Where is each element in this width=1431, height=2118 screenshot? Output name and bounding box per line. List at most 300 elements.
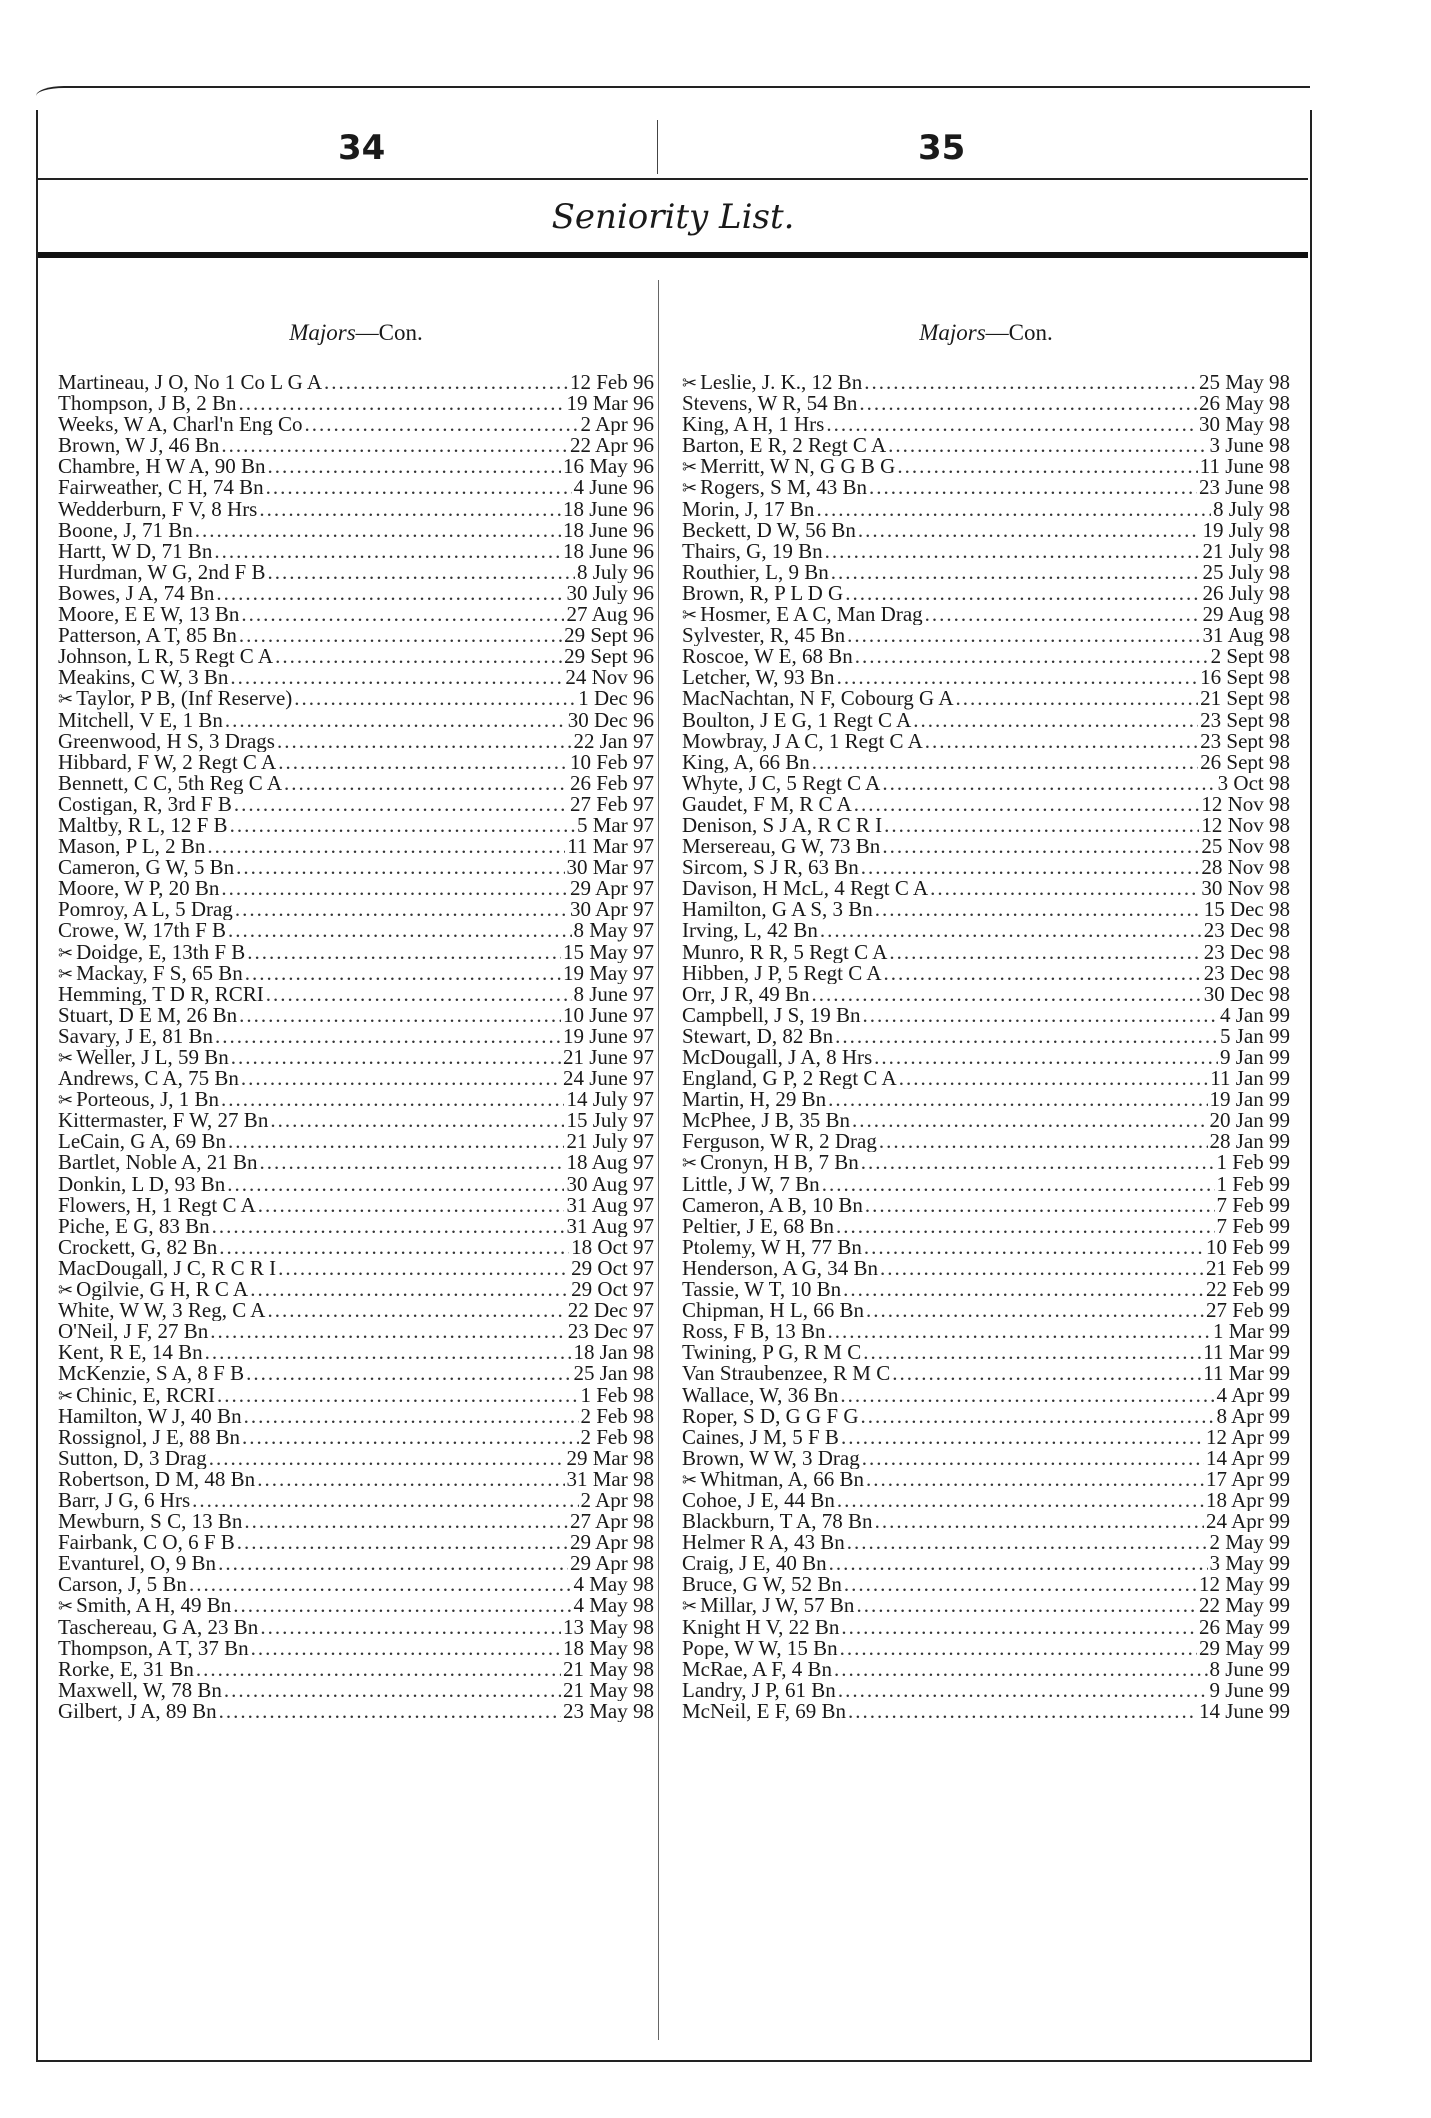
- officer-name-text: Ross, F B, 13 Bn: [682, 1321, 826, 1343]
- scissors-icon: ✂: [58, 963, 74, 984]
- seniority-date: 28 Jan 99: [1209, 1131, 1290, 1153]
- dot-leader: [848, 1701, 1197, 1722]
- list-item: [58, 984, 654, 1005]
- list-item: [682, 731, 1290, 752]
- dot-leader: [266, 984, 572, 1005]
- seniority-date: 21 July 97: [566, 1131, 654, 1153]
- seniority-date: 23 June 98: [1199, 477, 1290, 499]
- seniority-date: 18 May 98: [563, 1637, 654, 1659]
- officer-name: [58, 794, 232, 815]
- list-item: [58, 1216, 654, 1237]
- seniority-date: 19 May 97: [563, 962, 654, 984]
- officer-name-text: Bartlet, Noble A, 21 Bn: [58, 1152, 258, 1174]
- dot-leader: [864, 372, 1197, 393]
- officer-name-text: Stewart, D, 82 Bn: [682, 1025, 834, 1047]
- seniority-date: 29 Apr 98: [570, 1553, 654, 1575]
- dot-leader: [192, 1490, 578, 1511]
- dot-leader: [217, 1385, 579, 1406]
- officer-name: [682, 1174, 820, 1195]
- list-item: [58, 1574, 654, 1595]
- list-item: [682, 857, 1290, 878]
- list-item: [682, 562, 1290, 583]
- scissors-icon: ✂: [58, 1385, 74, 1406]
- officer-name: [58, 435, 219, 456]
- officer-name-text: Twining, P G, R M C: [682, 1342, 862, 1364]
- list-item: [58, 1427, 654, 1448]
- officer-name-text: Sutton, D, 3 Drag: [58, 1447, 207, 1469]
- officer-name-text: Leslie, J. K., 12 Bn: [700, 372, 863, 394]
- right-column-heading: [682, 318, 1290, 348]
- officer-name: [682, 1279, 841, 1300]
- officer-name: [58, 1490, 190, 1511]
- officer-name: [58, 520, 193, 541]
- officer-name: [58, 899, 233, 920]
- officer-name-text: Routhier, L, 9 Bn: [682, 561, 829, 583]
- officer-name-text: White, W W, 3 Reg, C A: [58, 1300, 266, 1322]
- seniority-date: 30 Mar 97: [566, 857, 654, 879]
- dot-leader: [855, 646, 1209, 667]
- seniority-date: 11 June 98: [1199, 456, 1290, 478]
- seniority-date: 22 May 99: [1199, 1595, 1290, 1617]
- officer-name: [58, 857, 234, 878]
- dot-leader: [866, 1300, 1204, 1321]
- officer-name-text: Kittermaster, F W, 27 Bn: [58, 1110, 269, 1132]
- dot-leader: [925, 731, 1198, 752]
- dot-leader: [221, 435, 568, 456]
- dot-leader: [209, 1448, 565, 1469]
- seniority-date: 30 Dec 96: [567, 709, 654, 731]
- dot-leader: [875, 899, 1202, 920]
- officer-name: [58, 646, 273, 667]
- dot-leader: [826, 414, 1197, 435]
- officer-name: [682, 1068, 897, 1089]
- officer-name: [682, 1532, 845, 1553]
- list-item: [682, 836, 1290, 857]
- officer-name: [58, 1300, 265, 1321]
- officer-name: [682, 773, 880, 794]
- officer-name-text: King, A H, 1 Hrs: [682, 414, 825, 436]
- left-page-number: 34: [338, 128, 386, 168]
- seniority-date: 21 Feb 99: [1206, 1257, 1290, 1280]
- left-heading-italic: Majors: [289, 320, 356, 345]
- list-item: [682, 688, 1290, 709]
- officer-name: [682, 1026, 833, 1047]
- list-item: [58, 1089, 654, 1110]
- dot-leader: [195, 520, 561, 541]
- seniority-date: 22 Apr 96: [570, 435, 654, 457]
- list-item: [682, 499, 1290, 520]
- officer-name-text: Hamilton, W J, 40 Bn: [58, 1405, 242, 1427]
- seniority-date: 14 June 99: [1199, 1700, 1290, 1722]
- list-item: [58, 1617, 654, 1638]
- officer-name-text: McRae, A F, 4 Bn: [682, 1658, 832, 1680]
- officer-name: [682, 372, 862, 393]
- dot-leader: [856, 1595, 1197, 1616]
- officer-name-text: Bennett, C C, 5th Reg C A: [58, 772, 283, 794]
- dot-leader: [207, 836, 565, 857]
- seniority-date: 4 Jan 99: [1220, 1004, 1290, 1026]
- officer-name-text: Whitman, A, 66 Bn: [700, 1468, 865, 1490]
- seniority-date: 22 Jan 97: [573, 730, 654, 752]
- officer-name: [58, 752, 276, 773]
- officer-name: [682, 1427, 839, 1448]
- officer-name: [682, 710, 911, 731]
- officer-name: [58, 1068, 239, 1089]
- dot-leader: [239, 393, 565, 414]
- dot-leader: [858, 520, 1201, 541]
- left-column-heading: [58, 318, 654, 348]
- seniority-date: 4 May 98: [573, 1574, 654, 1596]
- officer-name: [682, 1469, 864, 1490]
- seniority-date: 18 June 96: [563, 519, 654, 541]
- dot-leader: [235, 899, 568, 920]
- officer-name-text: Peltier, J E, 68 Bn: [682, 1215, 834, 1237]
- list-item: [682, 1300, 1290, 1321]
- list-item: [682, 794, 1290, 815]
- officer-name: [682, 1300, 864, 1321]
- officer-name: [682, 1448, 860, 1469]
- officer-name: [682, 1110, 850, 1131]
- seniority-date: 23 Sept 98: [1200, 730, 1290, 752]
- dot-leader: [835, 1026, 1218, 1047]
- dot-leader: [225, 710, 566, 731]
- seniority-date: 1 Mar 99: [1213, 1321, 1290, 1343]
- dot-leader: [864, 1237, 1204, 1258]
- officer-name-text: MacDougall, J C, R C R I: [58, 1257, 277, 1280]
- officer-name: [682, 499, 814, 520]
- seniority-date: 11 Jan 99: [1210, 1068, 1290, 1090]
- officer-name: [58, 1342, 203, 1363]
- officer-name-text: Martin, H, 29 Bn: [682, 1089, 827, 1111]
- list-item: [58, 920, 654, 941]
- officer-name-text: Hibbard, F W, 2 Regt C A: [58, 751, 277, 773]
- officer-name-text: Doidge, E, 13th F B: [76, 941, 246, 963]
- dot-leader: [879, 1131, 1208, 1152]
- scissors-icon: ✂: [58, 1280, 74, 1301]
- seniority-date: 21 July 98: [1202, 540, 1290, 562]
- officer-name-text: England, G P, 2 Regt C A: [682, 1068, 897, 1090]
- seniority-date: 11 Mar 97: [567, 836, 654, 858]
- officer-name-text: Millar, J W, 57 Bn: [700, 1595, 855, 1617]
- officer-name: [58, 1553, 216, 1574]
- seniority-date: 20 Jan 99: [1209, 1110, 1290, 1132]
- list-item: [58, 1279, 654, 1300]
- dot-leader: [231, 1047, 561, 1068]
- officer-name-text: Chinic, E, RCRI: [76, 1384, 215, 1406]
- seniority-date: 8 July 96: [576, 561, 654, 583]
- officer-name: [58, 920, 226, 941]
- officer-name-text: Munro, R R, 5 Regt C A: [682, 941, 888, 963]
- dot-leader: [828, 1321, 1211, 1342]
- list-item: [682, 942, 1290, 963]
- officer-name-text: Mersereau, G W, 73 Bn: [682, 836, 881, 858]
- officer-name-text: Craig, J E, 40 Bn: [682, 1553, 827, 1575]
- dot-leader: [837, 1490, 1204, 1511]
- seniority-date: 2 Feb 98: [580, 1405, 654, 1427]
- officer-name-text: Cameron, G W, 5 Bn: [58, 857, 235, 879]
- officer-name: [682, 1237, 862, 1258]
- list-item: [682, 1659, 1290, 1680]
- officer-name-text: Wedderburn, F V, 8 Hrs: [58, 498, 258, 520]
- officer-name-text: Cronyn, H B, 7 Bn: [700, 1152, 859, 1174]
- dot-leader: [216, 583, 564, 604]
- officer-name: [58, 583, 214, 604]
- dot-leader: [221, 878, 568, 899]
- dot-leader: [888, 435, 1207, 456]
- dot-leader: [219, 1237, 569, 1258]
- seniority-date: 12 Feb 96: [570, 372, 654, 394]
- officer-name: [682, 942, 887, 963]
- list-item: [682, 372, 1290, 393]
- officer-name-text: Weeks, W A, Charl'n Eng Co: [58, 414, 303, 436]
- officer-name-text: Hurdman, W G, 2nd F B: [58, 561, 266, 583]
- officer-name-text: Bowes, J A, 74 Bn: [58, 582, 215, 605]
- officer-name: [58, 1638, 249, 1659]
- seniority-date: 29 Oct 97: [571, 1279, 654, 1301]
- list-item: [682, 984, 1290, 1005]
- seniority-date: 29 May 99: [1199, 1637, 1290, 1659]
- list-item: [58, 1152, 654, 1173]
- seniority-date: 29 Sept 96: [564, 646, 654, 668]
- seniority-date: 12 Nov 98: [1201, 793, 1290, 815]
- officer-name-text: Carson, J, 5 Bn: [58, 1574, 187, 1596]
- seniority-date: 29 Aug 98: [1202, 604, 1290, 626]
- officer-name-text: Thairs, G, 19 Bn: [682, 540, 823, 562]
- seniority-date: 11 Mar 99: [1203, 1363, 1290, 1385]
- list-item: [682, 583, 1290, 604]
- dot-leader: [230, 667, 563, 688]
- officer-name: [58, 1026, 213, 1047]
- dot-leader: [831, 562, 1201, 583]
- list-item: [682, 1363, 1290, 1384]
- seniority-date: 29 Mar 98: [566, 1447, 654, 1469]
- officer-name: [682, 1553, 827, 1574]
- officer-name-text: Piche, E G, 83 Bn: [58, 1215, 210, 1237]
- dot-leader: [259, 499, 561, 520]
- dot-leader: [861, 1152, 1215, 1173]
- officer-name: [682, 1490, 835, 1511]
- seniority-date: 19 June 97: [563, 1025, 654, 1047]
- officer-name-text: Johnson, L R, 5 Regt C A: [58, 646, 274, 668]
- officer-name-text: Ogilvie, G H, R C A: [76, 1279, 249, 1301]
- dot-leader: [875, 1511, 1204, 1532]
- dot-leader: [266, 477, 572, 498]
- list-item: [58, 857, 654, 878]
- dot-leader: [840, 1638, 1197, 1659]
- list-item: [58, 942, 654, 963]
- officer-name-text: Henderson, A G, 34 Bn: [682, 1257, 878, 1280]
- list-item: [682, 667, 1290, 688]
- officer-name-text: Beckett, D W, 56 Bn: [682, 519, 856, 541]
- officer-name-text: Roper, S D, G G F G: [682, 1405, 859, 1427]
- page-header: [38, 120, 1308, 180]
- scissors-icon: ✂: [682, 1596, 698, 1617]
- dot-leader: [899, 1068, 1209, 1089]
- officer-name: [58, 688, 292, 709]
- officer-name: [58, 372, 322, 393]
- officer-name-text: Moore, W P, 20 Bn: [58, 878, 220, 900]
- list-item: [58, 731, 654, 752]
- dot-leader: [239, 625, 562, 646]
- scissors-icon: ✂: [682, 1153, 698, 1174]
- seniority-date: 26 Sept 98: [1200, 751, 1290, 773]
- officer-name-text: Knight H V, 22 Bn: [682, 1616, 840, 1638]
- seniority-date: 23 Dec 98: [1203, 941, 1290, 963]
- dot-leader: [863, 1342, 1201, 1363]
- list-item: [682, 1047, 1290, 1068]
- officer-name: [682, 815, 882, 836]
- seniority-date: 8 Apr 99: [1216, 1405, 1290, 1427]
- officer-name-text: Moore, E E W, 13 Bn: [58, 604, 240, 626]
- seniority-date: 3 June 98: [1209, 435, 1290, 457]
- seniority-date: 16 Sept 98: [1200, 667, 1290, 689]
- dot-leader: [847, 625, 1200, 646]
- list-item: [58, 456, 654, 477]
- list-item: [682, 1469, 1290, 1490]
- dot-leader: [267, 562, 575, 583]
- list-item: [58, 1131, 654, 1152]
- seniority-date: 21 May 98: [563, 1679, 654, 1701]
- officer-name: [682, 625, 845, 646]
- dot-leader: [843, 1279, 1204, 1300]
- officer-name: [682, 520, 856, 541]
- seniority-date: 15 July 97: [566, 1110, 654, 1132]
- list-item: [682, 1532, 1290, 1553]
- list-item: [58, 1005, 654, 1026]
- seniority-date: 24 Nov 96: [565, 667, 654, 689]
- list-item: [682, 878, 1290, 899]
- officer-name-text: Boone, J, 71 Bn: [58, 519, 193, 541]
- list-item: [58, 1195, 654, 1216]
- seniority-date: 5 Jan 99: [1220, 1025, 1290, 1047]
- officer-name-text: McPhee, J B, 35 Bn: [682, 1110, 850, 1132]
- list-item: [682, 1131, 1290, 1152]
- seniority-date: 9 Jan 99: [1220, 1047, 1290, 1069]
- seniority-date: 26 May 99: [1199, 1616, 1290, 1638]
- list-item: [58, 1659, 654, 1680]
- officer-name: [58, 393, 237, 414]
- dot-leader: [270, 1110, 564, 1131]
- dot-leader: [816, 499, 1211, 520]
- seniority-date: 1 Feb 98: [580, 1384, 654, 1406]
- dot-leader: [224, 1680, 561, 1701]
- officer-name-text: Hartt, W D, 71 Bn: [58, 540, 213, 562]
- dot-leader: [837, 667, 1199, 688]
- officer-name: [58, 731, 275, 752]
- dot-leader: [892, 1363, 1201, 1384]
- dot-leader: [189, 1574, 572, 1595]
- officer-name-text: Weller, J L, 59 Bn: [76, 1047, 229, 1069]
- list-item: [58, 583, 654, 604]
- seniority-date: 30 Dec 98: [1203, 983, 1290, 1005]
- seniority-date: 2 Apr 96: [580, 414, 654, 436]
- seniority-date: 10 June 97: [563, 1004, 654, 1026]
- seniority-date: 22 Dec 97: [567, 1300, 654, 1322]
- scissors-icon: ✂: [58, 942, 74, 963]
- dot-leader: [260, 1617, 561, 1638]
- seniority-date: 13 May 98: [563, 1616, 654, 1638]
- officer-name: [682, 1701, 846, 1722]
- dot-leader: [244, 1511, 568, 1532]
- officer-name-text: Cameron, A B, 10 Bn: [682, 1194, 863, 1216]
- officer-name-text: Smith, A H, 49 Bn: [76, 1595, 232, 1617]
- officer-name: [682, 477, 867, 498]
- dot-leader: [215, 1026, 561, 1047]
- dot-leader: [294, 688, 576, 709]
- officer-name: [58, 1511, 242, 1532]
- officer-name: [682, 456, 895, 477]
- list-item: [682, 1110, 1290, 1131]
- officer-name-text: Martineau, J O, No 1 Co L G A: [58, 372, 323, 394]
- officer-name: [58, 1595, 231, 1616]
- dot-leader: [267, 1300, 565, 1321]
- left-entry-list: [58, 372, 654, 1722]
- right-entry-list: [682, 372, 1290, 1722]
- list-item: [682, 1385, 1290, 1406]
- dot-leader: [259, 1152, 564, 1173]
- list-item: [682, 625, 1290, 646]
- scissors-icon: ✂: [682, 1469, 698, 1490]
- officer-name: [58, 1195, 256, 1216]
- seniority-date: 1 Feb 99: [1216, 1173, 1290, 1195]
- officer-name-text: Bruce, G W, 52 Bn: [682, 1574, 842, 1596]
- list-item: [682, 1427, 1290, 1448]
- dot-leader: [845, 583, 1200, 604]
- officer-name: [682, 1363, 890, 1384]
- officer-name: [682, 984, 810, 1005]
- scissors-icon: ✂: [58, 1090, 74, 1111]
- list-item: [682, 477, 1290, 498]
- list-item: [682, 773, 1290, 794]
- officer-name-text: Hamilton, G A S, 3 Bn: [682, 899, 873, 921]
- seniority-date: 4 May 98: [573, 1595, 654, 1617]
- officer-name: [682, 1680, 836, 1701]
- list-item: [682, 1574, 1290, 1595]
- list-item: [682, 1406, 1290, 1427]
- officer-name: [58, 604, 239, 625]
- list-item: [58, 1638, 654, 1659]
- scissors-icon: ✂: [682, 605, 698, 626]
- left-column: [58, 318, 654, 1722]
- list-item: [682, 1638, 1290, 1659]
- list-item: [682, 963, 1290, 984]
- seniority-date: 7 Feb 99: [1216, 1194, 1290, 1216]
- list-item: [58, 1047, 654, 1068]
- dot-leader: [244, 1406, 579, 1427]
- dot-leader: [237, 1532, 568, 1553]
- officer-name: [682, 646, 853, 667]
- officer-name-text: Chipman, H L, 66 Bn: [682, 1300, 864, 1322]
- seniority-date: 2 May 99: [1209, 1532, 1290, 1554]
- list-item: [58, 1385, 654, 1406]
- officer-name: [58, 1005, 237, 1026]
- scissors-icon: ✂: [682, 457, 698, 478]
- list-item: [682, 815, 1290, 836]
- seniority-date: 10 Feb 99: [1206, 1236, 1290, 1258]
- officer-name-text: McNeil, E F, 69 Bn: [682, 1700, 846, 1722]
- list-item: [58, 1363, 654, 1384]
- officer-name: [682, 1574, 842, 1595]
- list-item: [58, 1321, 654, 1342]
- dot-leader: [925, 604, 1201, 625]
- list-item: [58, 1595, 654, 1616]
- officer-name: [58, 1701, 217, 1722]
- officer-name-text: MacNachtan, N F, Cobourg G A: [682, 688, 954, 710]
- dot-leader: [829, 1553, 1208, 1574]
- seniority-date: 29 Apr 98: [570, 1532, 654, 1554]
- officer-name: [682, 435, 886, 456]
- officer-name-text: O'Neil, J F, 27 Bn: [58, 1321, 209, 1343]
